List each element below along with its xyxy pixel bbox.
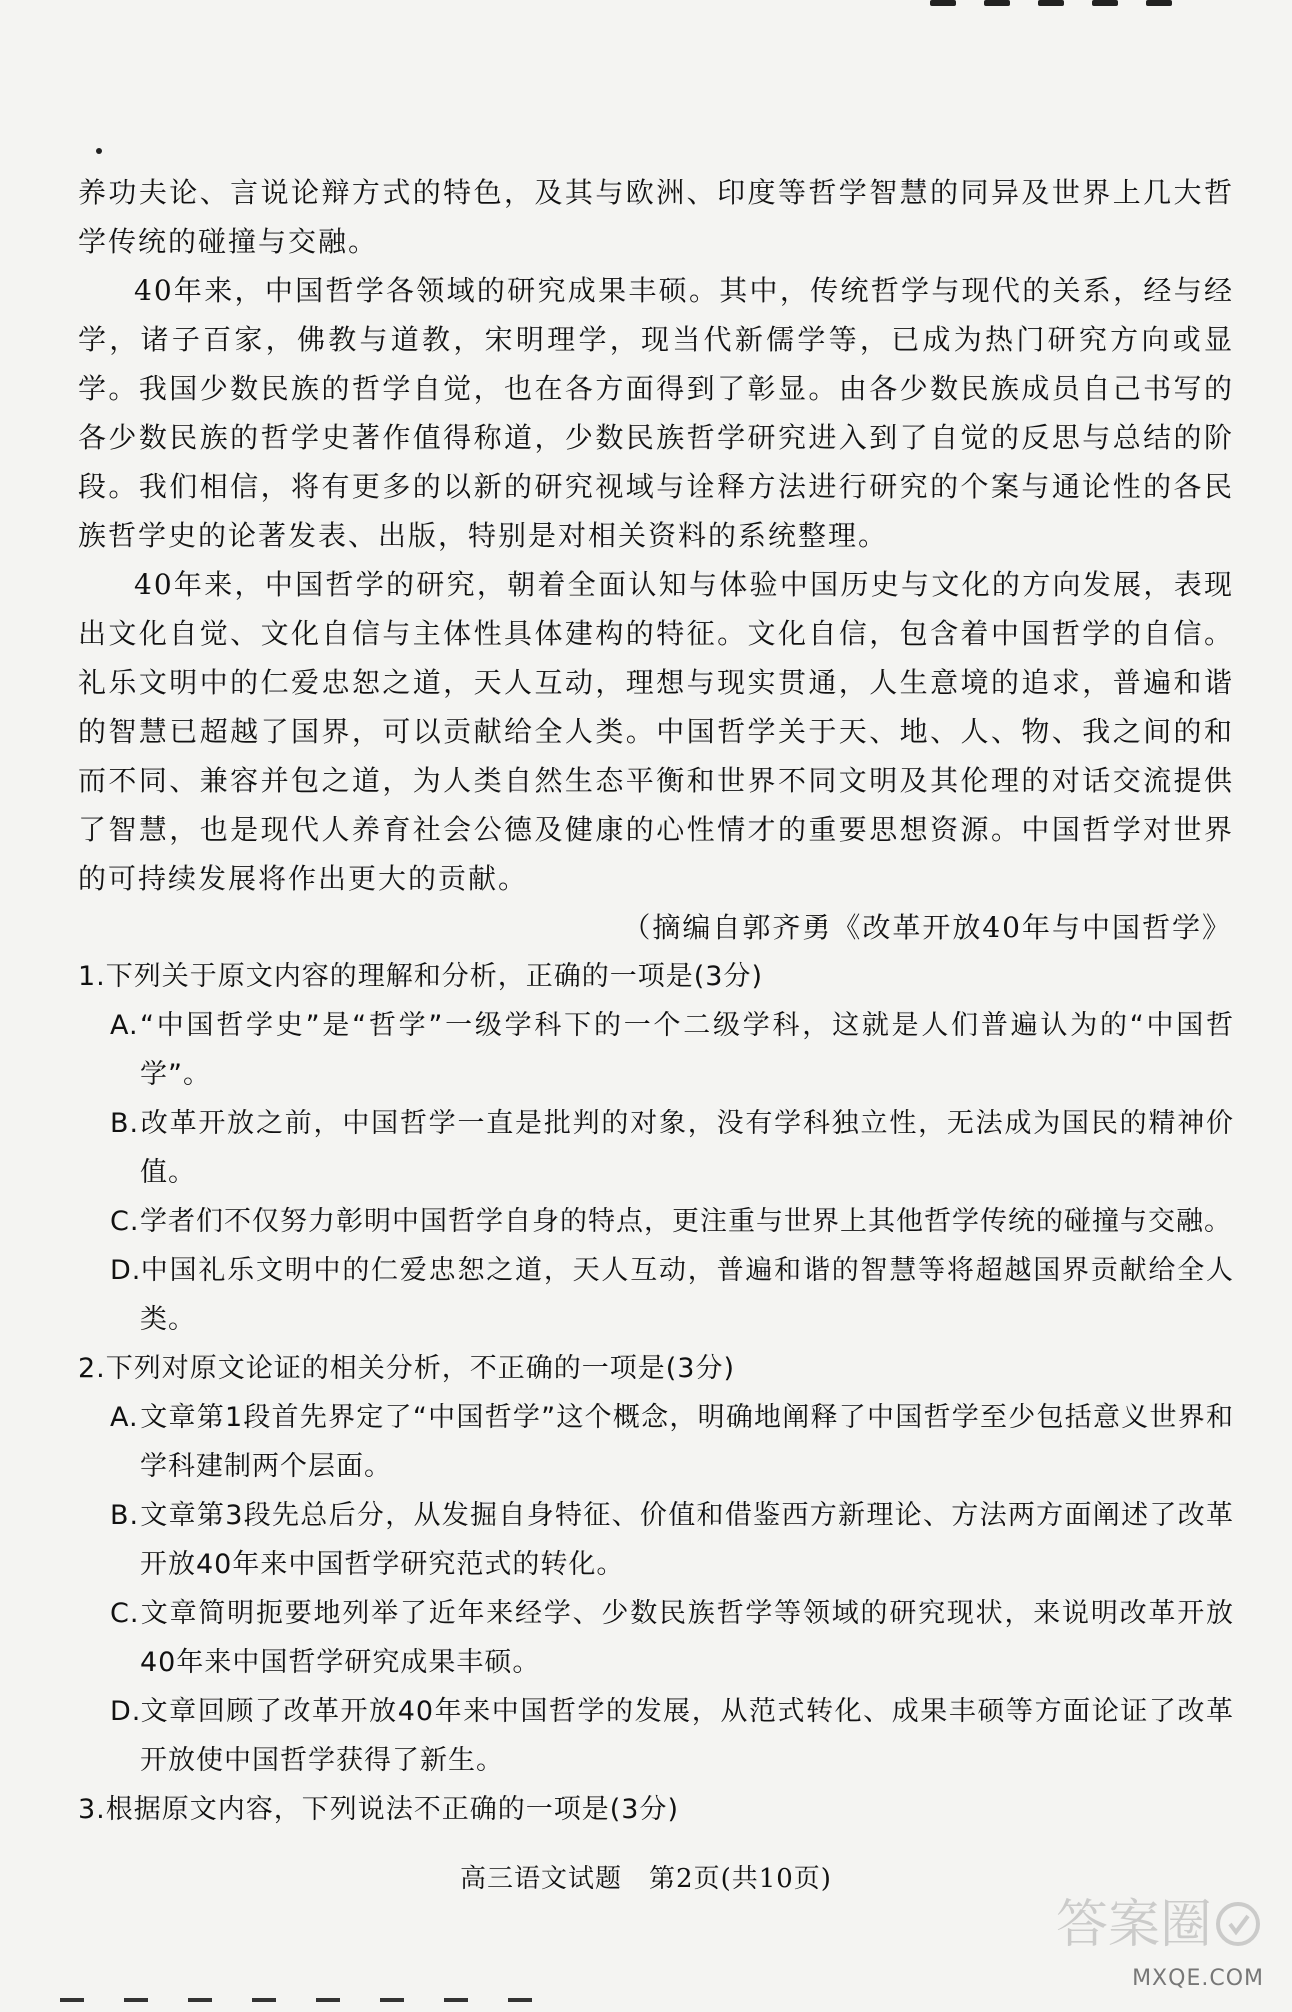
bottom-print-marks bbox=[0, 1992, 1060, 2008]
option-text: 文章第3段先总后分，从发掘自身特征、价值和借鉴西方新理论、方法两方面阐述了改革开放40年来中国哲学研究范式的转化。 bbox=[140, 1500, 1234, 1580]
question-2-stem: 2.下列对原文论证的相关分析，不正确的一项是(3分) bbox=[78, 1353, 736, 1384]
print-dot bbox=[96, 148, 102, 154]
option-letter: B. bbox=[110, 1500, 140, 1531]
option-text: 学者们不仅努力彰明中国哲学自身的特点，更注重与世界上其他哲学传统的碰撞与交融。 bbox=[140, 1206, 1232, 1237]
question-2-option-c bbox=[78, 1589, 1234, 1687]
passage-paragraph-2: 40年来，中国哲学各领域的研究成果丰硕。其中，传统哲学与现代的关系，经与经学，诸子百家，佛教与道教，宋明理学，现当代新儒学等，已成为热门研究方向或显学。我国少数民族的哲学自觉，也在各方面得到了彰显。由各少数民族成员自己书写的各少数民族的哲学史著作值得称道，少数民族哲学研究进入到了自觉的反思与总结的阶段。我们相信，将有更多的以新的研究视域与诠释方法进行研究的个案与通论性的各民族哲学史的论著发表、出版，特别是对相关资料的系统整理。 bbox=[78, 274, 1234, 552]
option-text: 文章简明扼要地列举了近年来经学、少数民族哲学等领域的研究现状，来说明改革开放40年来中国哲学研究成果丰硕。 bbox=[140, 1598, 1234, 1678]
question-1-option-b bbox=[78, 1099, 1234, 1197]
question-2-option-d bbox=[78, 1687, 1234, 1785]
question-1-option-c bbox=[78, 1197, 1234, 1246]
option-letter: A. bbox=[110, 1010, 139, 1041]
option-text: 文章回顾了改革开放40年来中国哲学的发展，从范式转化、成果丰硕等方面论证了改革开放使中国哲学获得了新生。 bbox=[140, 1696, 1234, 1776]
question-1-option-a bbox=[78, 1001, 1234, 1099]
passage-continuation: 养功夫论、言说论辩方式的特色，及其与欧洲、印度等哲学智慧的同异及世界上几大哲学传统的碰撞与交融。 bbox=[78, 176, 1234, 258]
watermark-url: MXQE.COM bbox=[1132, 1966, 1264, 1991]
question-2-option-b bbox=[78, 1491, 1234, 1589]
top-print-marks bbox=[872, 0, 1172, 12]
page-content bbox=[78, 168, 1234, 1834]
passage-paragraph-3: 40年来，中国哲学的研究，朝着全面认知与体验中国历史与文化的方向发展，表现出文化自觉、文化自信与主体性具体建构的特征。文化自信，包含着中国哲学的自信。礼乐文明中的仁爱忠恕之道，天人互动，理想与现实贯通，人生意境的追求，普遍和谐的智慧已超越了国界，可以贡献给全人类。中国哲学关于天、地、人、物、我之间的和而不同、兼容并包之道，为人类自然生态平衡和世界不同文明及其伦理的对话交流提供了智慧，也是现代人养育社会公德及健康的心性情才的重要思想资源。中国哲学对世界的可持续发展将作出更大的贡献。 bbox=[78, 568, 1234, 895]
option-letter: C. bbox=[110, 1206, 140, 1237]
option-text: 中国礼乐文明中的仁爱忠恕之道，天人互动，普遍和谐的智慧等将超越国界贡献给全人类。 bbox=[140, 1255, 1234, 1335]
option-letter: D. bbox=[110, 1255, 142, 1286]
question-1-stem: 1.下列关于原文内容的理解和分析，正确的一项是(3分) bbox=[78, 961, 764, 992]
question-1-option-d bbox=[78, 1246, 1234, 1344]
option-letter: C. bbox=[110, 1598, 140, 1629]
question-2-option-a bbox=[78, 1393, 1234, 1491]
option-letter: B. bbox=[110, 1108, 140, 1139]
option-text: 文章第1段首先界定了“中国哲学”这个概念，明确地阐释了中国哲学至少包括意义世界和学科建制两个层面。 bbox=[140, 1402, 1234, 1482]
option-letter: D. bbox=[110, 1696, 142, 1727]
option-text: “中国哲学史”是“哲学”一级学科下的一个二级学科，这就是人们普遍认为的“中国哲学”。 bbox=[140, 1010, 1234, 1090]
question-3-stem: 3.根据原文内容，下列说法不正确的一项是(3分) bbox=[78, 1794, 680, 1825]
option-letter: A. bbox=[110, 1402, 139, 1433]
page-footer: 高三语文试题 第2页(共10页) bbox=[460, 1864, 832, 1894]
watermark-logo-text: 答案圈 bbox=[1056, 1895, 1213, 1955]
option-text: 改革开放之前，中国哲学一直是批判的对象，没有学科独立性，无法成为国民的精神价值。 bbox=[140, 1108, 1234, 1188]
passage-source: （摘编自郭齐勇《改革开放40年与中国哲学》 bbox=[622, 911, 1232, 944]
